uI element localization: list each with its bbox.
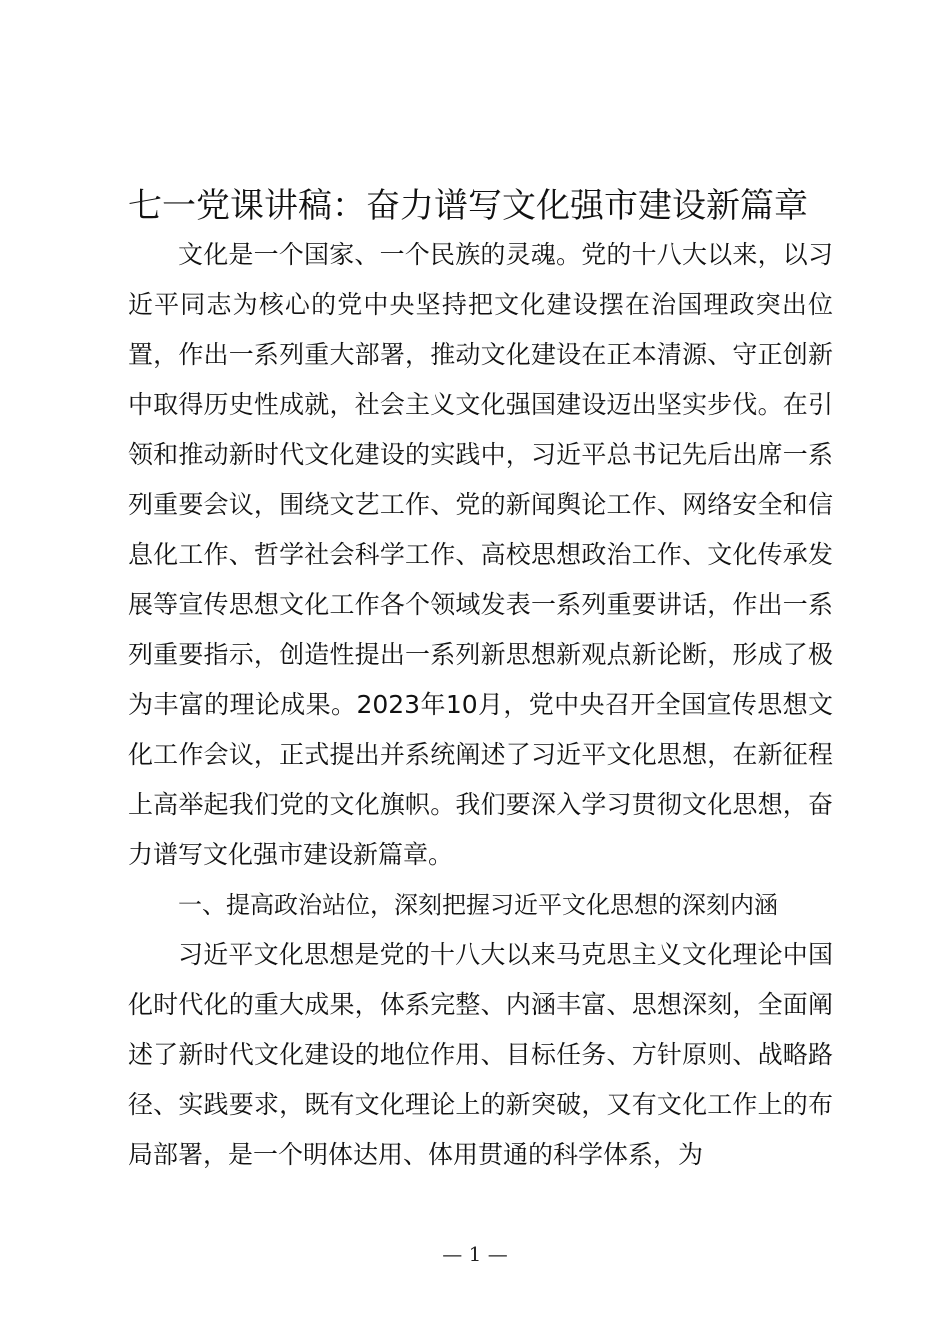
section-1-paragraph: 习近平文化思想是党的十八大以来马克思主义文化理论中国化时代化的重大成果，体系完整、内涵丰富、思想深刻，全面阐述了新时代文化建设的地位作用、目标任务、方针原则、战略路径、实践要求，既有文化理论上的新突破，又有文化工作上的布局部署，是一个明体达用、体用贯通的科学体系，为 bbox=[128, 940, 833, 1169]
document-title: 七一党课讲稿：奋力谱写文化强市建设新篇章 bbox=[128, 186, 808, 226]
page-number: — 1 — bbox=[442, 1242, 508, 1266]
document-body bbox=[128, 230, 833, 1180]
section-heading-1: 一、提高政治站位，深刻把握习近平文化思想的深刻内涵 bbox=[178, 891, 778, 919]
intro-paragraph: 文化是一个国家、一个民族的灵魂。党的十八大以来，以习近平同志为核心的党中央坚持把文化建设摆在治国理政突出位置，作出一系列重大部署，推动文化建设在正本清源、守正创新中取得历史性成就，社会主义文化强国建设迈出坚实步伐。在引领和推动新时代文化建设的实践中，习近平总书记先后出席一系列重要会议，围绕文艺工作、党的新闻舆论工作、网络安全和信息化工作、哲学社会科学工作、高校思想政治工作、文化传承发展等宣传思想文化工作各个领域发表一系列重要讲话，作出一系列重要指示，创造性提出一系列新思想新观点新论断，形成了极为丰富的理论成果。2023年10月，党中央召开全国宣传思想文化工作会议，正式提出并系统阐述了习近平文化思想，在新征程上高举起我们党的文化旗帜。我们要深入学习贯彻文化思想，奋力谱写文化强市建设新篇章。 bbox=[128, 240, 833, 869]
